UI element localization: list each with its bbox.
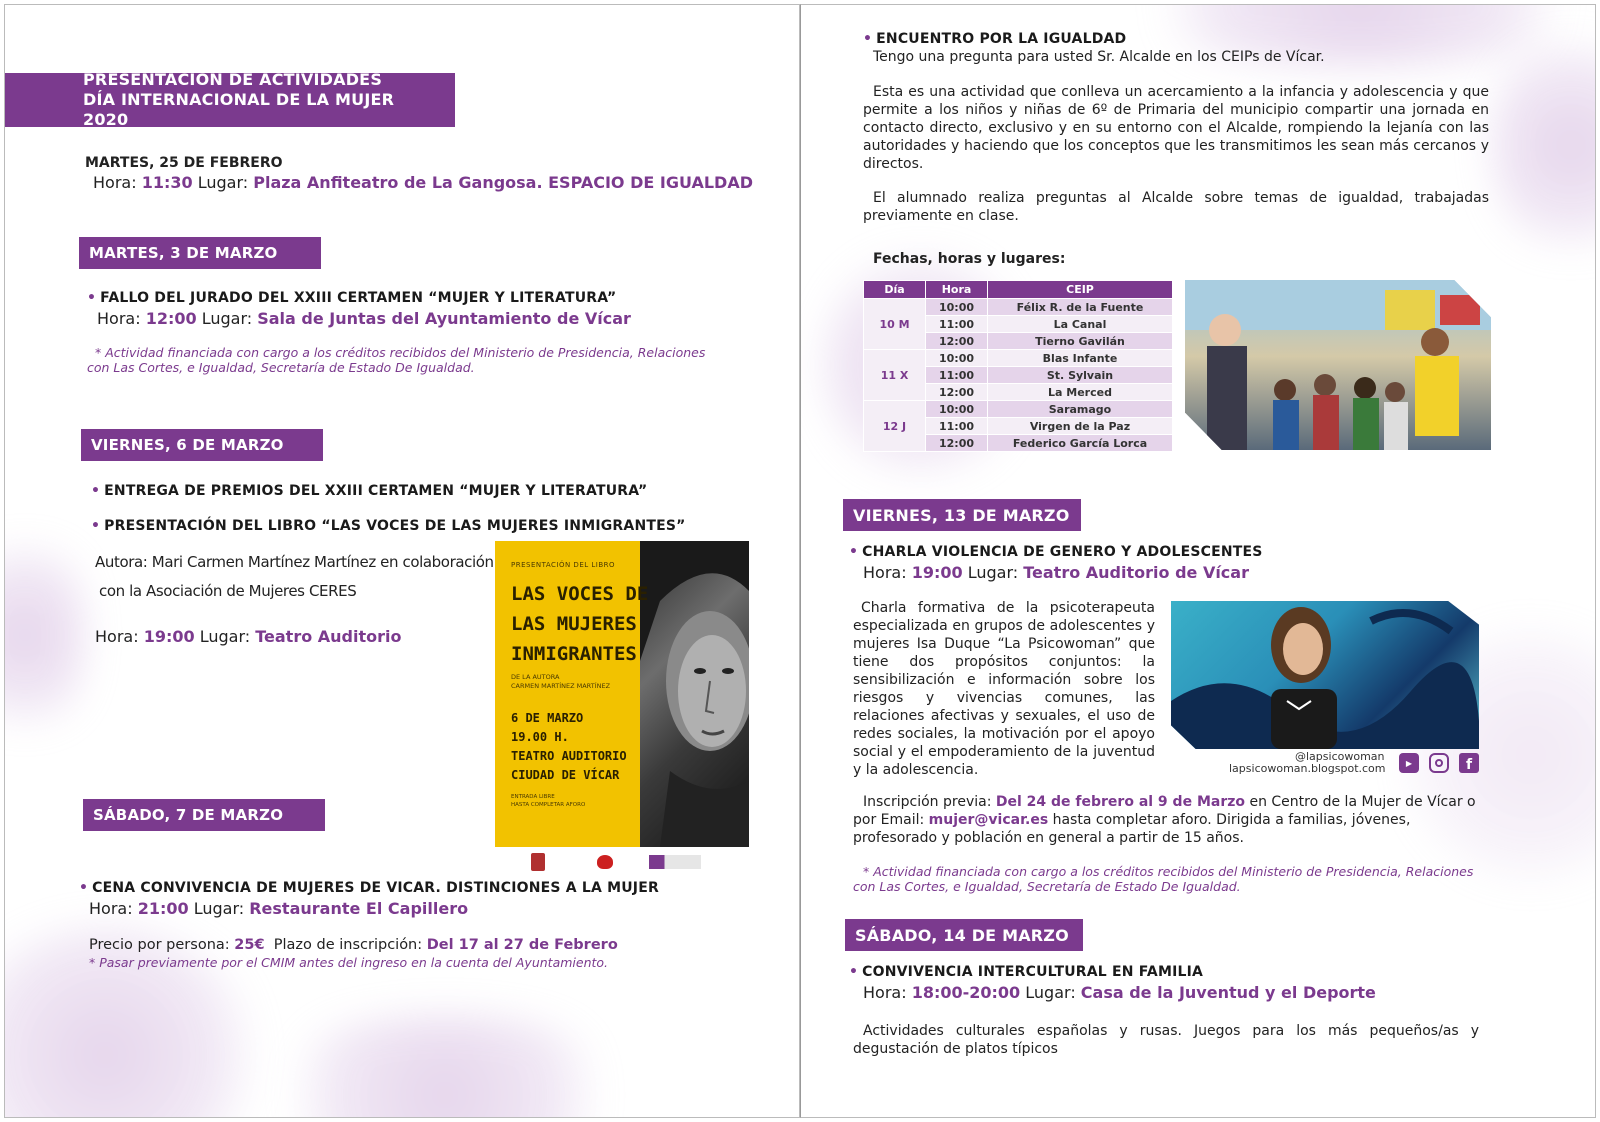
event-title: • ENTREGA DE PREMIOS DEL XXIII CERTAMEN “MUJER Y LITERATURA” xyxy=(91,483,648,499)
poster-small: ENTRADA LIBRE HASTA COMPLETAR AFORO xyxy=(511,794,586,808)
speaker-photo-icon xyxy=(1171,601,1479,749)
date-band: SÁBADO, 7 DE MARZO xyxy=(83,799,325,831)
event-hora-line: Hora: 11:30 Lugar: Plaza Anfiteatro de La Gangosa. ESPACIO DE IGUALDAD xyxy=(93,173,753,192)
poster-kicker: PRESENTACIÓN DEL LIBRO xyxy=(511,561,616,569)
email-link[interactable]: mujer@vicar.es xyxy=(928,812,1049,828)
heart-logo-icon xyxy=(597,855,613,869)
classroom-photo xyxy=(1185,280,1491,450)
talk-description: Charla formativa de la psicoterapeuta especializada en grupos de adolescentes y mujeres Isa Duque “La Psicowoman” que tiene dos propósitos conjuntos: la sensibilización e información sobre los riesgos y vivencias comunes, las relaciones afectivas y sexuales, el uso de redes sociales, la motivación por el apoyo social y el empoderamiento de la juventud y la adolescencia. xyxy=(853,600,1155,778)
event-title: • CONVIVENCIA INTERCULTURAL EN FAMILIA xyxy=(849,964,1204,980)
watercolor-wash xyxy=(4,925,265,1118)
dates-heading: Fechas, horas y lugares: xyxy=(873,251,1066,267)
col-header: CEIP xyxy=(988,281,1173,299)
date-band: VIERNES, 6 DE MARZO xyxy=(81,429,323,461)
poster-title: LAS VOCES DE LAS MUJERES INMIGRANTES xyxy=(511,583,649,665)
portrait-image xyxy=(640,541,749,847)
header-line-1: PRESENTACIÓN DE ACTIVIDADES xyxy=(83,70,383,89)
event-title: • ENCUENTRO POR LA IGUALDAD xyxy=(863,31,1127,47)
social-handle[interactable]: @lapsicowoman xyxy=(1295,750,1385,763)
day-cell: 11 X xyxy=(864,350,926,401)
hour-cell: 10:00 xyxy=(926,401,988,418)
event-hora-line: Hora: 12:00 Lugar: Sala de Juntas del Ayuntamiento de Vícar xyxy=(97,309,631,328)
blog-link[interactable]: lapsicowoman.blogspot.com xyxy=(1229,762,1386,775)
instagram-icon[interactable] xyxy=(1429,753,1449,773)
poster-details: 6 DE MARZO 19.00 H. TEATRO AUDITORIO CIUDAD DE VÍCAR xyxy=(511,711,627,782)
date-band: SÁBADO, 14 DE MARZO xyxy=(845,919,1083,951)
funding-note: con Las Cortes, e Igualdad, Secretaría de Estado De Igualdad. xyxy=(853,879,1241,894)
event-title: • CHARLA VIOLENCIA DE GENERO Y ADOLESCENTES xyxy=(849,544,1263,560)
funding-note: con Las Cortes, e Igualdad, Secretaría de Estado De Igualdad. xyxy=(87,360,475,375)
watercolor-wash xyxy=(255,1015,635,1118)
price-line: Precio por persona: 25€ Plazo de inscripción: Del 17 al 27 de Febrero xyxy=(89,937,618,953)
date-band: VIERNES, 13 DE MARZO xyxy=(843,499,1081,531)
hour-cell: 12:00 xyxy=(926,333,988,350)
event-date: MARTES, 25 DE FEBRERO xyxy=(85,155,283,171)
school-cell: St. Sylvain xyxy=(988,367,1173,384)
school-cell: Virgen de la Paz xyxy=(988,418,1173,435)
school-cell: Federico García Lorca xyxy=(988,435,1173,452)
woman-portrait-icon xyxy=(640,541,749,847)
school-cell: Saramago xyxy=(988,401,1173,418)
hour-cell: 11:00 xyxy=(926,367,988,384)
event-title: • PRESENTACIÓN DEL LIBRO “LAS VOCES DE LAS MUJERES INMIGRANTES” xyxy=(91,518,686,534)
funding-note: * Actividad financiada con cargo a los créditos recibidos del Ministerio de Presidencia, Relaciones xyxy=(95,345,706,360)
hour-cell: 11:00 xyxy=(926,418,988,435)
school-cell: Blas Infante xyxy=(988,350,1173,367)
hour-cell: 11:00 xyxy=(926,316,988,333)
hour-cell: 10:00 xyxy=(926,350,988,367)
author-line: con la Asociación de Mujeres CERES xyxy=(99,582,357,600)
classroom-photo-icon xyxy=(1185,280,1491,450)
funding-note: * Actividad financiada con cargo a los créditos recibidos del Ministerio de Presidencia, Relaciones xyxy=(863,864,1474,879)
association-logo-icon xyxy=(649,855,701,869)
school-cell: La Merced xyxy=(988,384,1173,401)
col-header: Día xyxy=(864,281,926,299)
poster-author: DE LA AUTORA CARMEN MARTÍNEZ MARTÍNEZ xyxy=(511,673,611,690)
event-hora-line: Hora: 21:00 Lugar: Restaurante El Capillero xyxy=(89,899,469,918)
day-cell: 10 M xyxy=(864,299,926,350)
event-hora-line: Hora: 18:00-20:00 Lugar: Casa de la Juventud y el Deporte xyxy=(863,983,1376,1002)
day-cell: 12 J xyxy=(864,401,926,452)
event-hora-line: Hora: 19:00 Lugar: Teatro Auditorio xyxy=(95,627,402,646)
youtube-icon[interactable]: ▶ xyxy=(1399,753,1419,773)
activity-description: Esta es una actividad que conlleva un acercamiento a la infancia y adolescencia y que permite a los niños y niñas de 6º de Primaria del municipio compartir una jornada en contacto directo, exclusivo y en su entorno con el Alcalde, rompiendo la lejanía con las autoridades y haciendo que los conceptos que les transmitimos les sean más cercanos y directos. xyxy=(863,84,1489,172)
payment-note: * Pasar previamente por el CMIM antes del ingreso en la cuenta del Ayuntamiento. xyxy=(89,955,609,970)
registration-info: Inscripción previa: Del 24 de febrero al 9 de Marzo en Centro de la Mujer de Vícar o por Email: mujer@vicar.es hasta completar aforo. Dirigida a familias, jóvenes, profesorado y población en general a partir de 15 años. xyxy=(853,794,1476,846)
right-page xyxy=(800,4,1596,1118)
event-title: • CENA CONVIVENCIA DE MUJERES DE VICAR. DISTINCIONES A LA MUJER xyxy=(79,880,659,896)
activity-description: El alumnado realiza preguntas al Alcalde sobre temas de igualdad, trabajadas previamente en clase. xyxy=(863,190,1489,224)
municipal-logo-icon xyxy=(531,853,545,871)
hour-cell: 12:00 xyxy=(926,435,988,452)
activity-description: Actividades culturales españolas y rusas. Juegos para los más pequeños/as y degustación de platos típicos xyxy=(853,1023,1479,1057)
date-band: MARTES, 3 DE MARZO xyxy=(79,237,321,269)
school-cell: Félix R. de la Fuente xyxy=(988,299,1173,316)
header-line-2: DÍA INTERNACIONAL DE LA MUJER 2020 xyxy=(83,90,395,129)
hour-cell: 12:00 xyxy=(926,384,988,401)
event-hora-line: Hora: 19:00 Lugar: Teatro Auditorio de Vícar xyxy=(863,563,1249,582)
ceip-schedule-table xyxy=(863,280,1173,452)
main-header-band xyxy=(5,70,455,129)
event-subtitle: Tengo una pregunta para usted Sr. Alcalde en los CEIPs de Vícar. xyxy=(873,49,1325,65)
facebook-icon[interactable]: f xyxy=(1459,753,1479,773)
school-cell: La Canal xyxy=(988,316,1173,333)
book-poster xyxy=(495,541,749,847)
speaker-photo xyxy=(1171,601,1479,749)
watercolor-wash xyxy=(1491,25,1596,265)
watercolor-wash xyxy=(4,525,85,745)
col-header: Hora xyxy=(926,281,988,299)
left-page xyxy=(4,4,800,1118)
event-title: • FALLO DEL JURADO DEL XXIII CERTAMEN “MUJER Y LITERATURA” xyxy=(87,290,617,306)
school-cell: Tierno Gavilán xyxy=(988,333,1173,350)
hour-cell: 10:00 xyxy=(926,299,988,316)
author-line: Autora: Mari Carmen Martínez Martínez en colaboración xyxy=(95,553,494,571)
